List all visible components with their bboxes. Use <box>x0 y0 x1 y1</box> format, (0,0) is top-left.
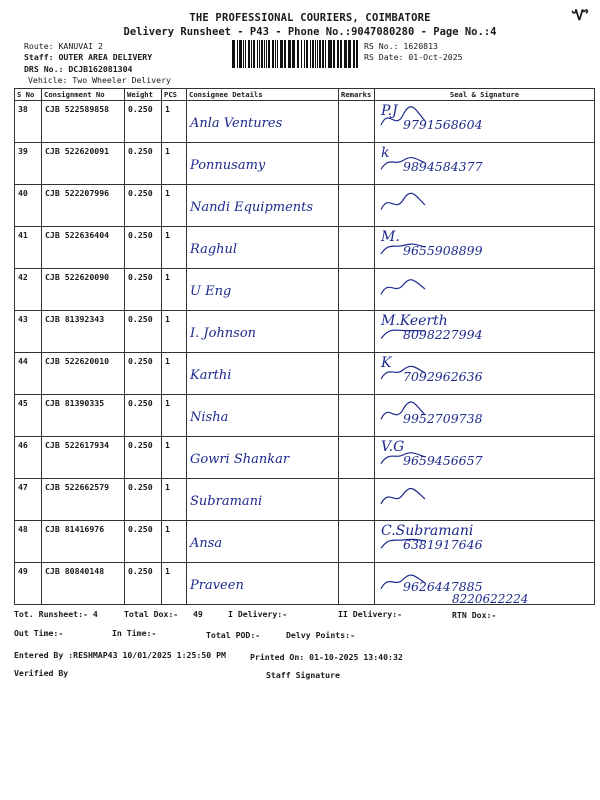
row-pcs: 1 <box>162 437 187 479</box>
row-remarks <box>339 185 375 227</box>
header-consignment: Consignment No <box>42 89 125 101</box>
consignee-handwriting: Nandi Equipments <box>190 200 314 215</box>
barcode-bar <box>284 40 286 68</box>
barcode-bar <box>338 40 339 68</box>
signature-phone: 8098227994 <box>403 327 483 342</box>
row-consignment-no: CJB 80840148 <box>42 563 125 605</box>
table-row <box>15 227 595 269</box>
signature-stroke <box>375 563 435 603</box>
signature-stroke <box>375 227 435 267</box>
ii-delivery: II Delivery:- <box>338 609 403 619</box>
barcode-bar <box>292 40 295 68</box>
row-pcs: 1 <box>162 311 187 353</box>
row-consignee <box>187 311 339 353</box>
table-row <box>15 185 595 227</box>
signature-stroke <box>375 479 435 519</box>
row-pcs: 1 <box>162 185 187 227</box>
barcode-bar <box>340 40 342 68</box>
consignee-handwriting: Raghul <box>190 242 238 257</box>
barcode-bar <box>310 40 311 68</box>
row-signature <box>375 269 595 311</box>
header-signature: Seal & Signature <box>375 89 595 101</box>
row-sno: 44 <box>15 353 42 395</box>
consignee-handwriting: Anla Ventures <box>190 116 283 131</box>
table-row <box>15 353 595 395</box>
row-remarks <box>339 353 375 395</box>
barcode-bar <box>251 40 252 68</box>
barcode-bar <box>301 40 303 68</box>
row-sno: 41 <box>15 227 42 269</box>
out-time: Out Time:- <box>14 628 64 638</box>
row-consignment-no: CJB 522620091 <box>42 143 125 185</box>
row-weight: 0.250 <box>125 311 162 353</box>
rs-date: RS Date: 01-Oct-2025 <box>364 52 463 62</box>
row-signature <box>375 353 595 395</box>
staff-signature: Staff Signature <box>266 670 340 680</box>
row-remarks <box>339 101 375 143</box>
barcode-bar <box>315 40 316 68</box>
signature-phone: 9626447885 <box>403 579 483 594</box>
header-pcs: PCS <box>162 89 187 101</box>
row-sno: 49 <box>15 563 42 605</box>
row-consignee <box>187 101 339 143</box>
signature-stroke <box>375 437 435 477</box>
row-signature <box>375 143 595 185</box>
entered-by: Entered By :RESHMAP43 10/01/2025 1:25:50 PM <box>14 650 226 660</box>
signature-phone: 7092962636 <box>403 369 483 384</box>
signature-scribble: k <box>381 145 390 161</box>
row-consignee <box>187 437 339 479</box>
row-signature <box>375 479 595 521</box>
row-consignee <box>187 353 339 395</box>
row-sno: 40 <box>15 185 42 227</box>
signature-phone: 6381917646 <box>403 537 483 552</box>
table-row <box>15 395 595 437</box>
signature-phone: 9791568604 <box>403 117 483 132</box>
row-remarks <box>339 311 375 353</box>
table-row <box>15 101 595 143</box>
signature-stroke <box>375 521 435 561</box>
row-signature <box>375 227 595 269</box>
printed-on: Printed On: 01-10-2025 13:40:32 <box>250 652 403 662</box>
row-remarks <box>339 395 375 437</box>
row-consignment-no: CJB 81390335 <box>42 395 125 437</box>
row-consignee <box>187 143 339 185</box>
consignee-handwriting: Karthi <box>190 368 232 383</box>
signature-scribble: K <box>381 355 392 371</box>
row-remarks <box>339 479 375 521</box>
runsheet-subtitle: Delivery Runsheet - P43 - Phone No.:9047080280 - Page No.:4 <box>123 26 497 38</box>
barcode-bar <box>354 40 355 68</box>
rs-number: RS No.: 1620813 <box>364 41 438 51</box>
signature-phone: 9952709738 <box>403 411 483 426</box>
consignee-handwriting: Subramani <box>190 494 263 509</box>
consignee-handwriting: Ansa <box>190 536 223 551</box>
delivery-points: Delvy Points:- <box>286 630 356 640</box>
row-remarks <box>339 227 375 269</box>
row-signature <box>375 395 595 437</box>
row-consignment-no: CJB 522617934 <box>42 437 125 479</box>
header-consignee: Consignee Details <box>187 89 339 101</box>
barcode-bar <box>322 40 324 68</box>
i-delivery: I Delivery:- <box>228 609 288 619</box>
row-weight: 0.250 <box>125 185 162 227</box>
signature-stroke <box>375 353 435 393</box>
row-sno: 42 <box>15 269 42 311</box>
extra-handwritten-phone: 8220622224 <box>452 592 529 606</box>
row-sno: 47 <box>15 479 42 521</box>
barcode-bar <box>290 40 291 68</box>
row-weight: 0.250 <box>125 563 162 605</box>
staff-label: Staff: OUTER AREA DELIVERY <box>24 52 153 62</box>
header-remarks: Remarks <box>339 89 375 101</box>
row-weight: 0.250 <box>125 479 162 521</box>
row-pcs: 1 <box>162 479 187 521</box>
row-pcs: 1 <box>162 269 187 311</box>
row-signature <box>375 311 595 353</box>
signature-stroke <box>375 269 435 309</box>
row-consignee <box>187 185 339 227</box>
barcode-bar <box>298 40 299 68</box>
consignee-handwriting: Ponnusamy <box>190 158 266 173</box>
header-weight: Weight <box>125 89 162 101</box>
row-consignment-no: CJB 522662579 <box>42 479 125 521</box>
row-pcs: 1 <box>162 101 187 143</box>
signature-scribble: V.G <box>381 439 405 455</box>
row-sno: 48 <box>15 521 42 563</box>
total-pod: Total POD:- <box>206 630 261 640</box>
row-remarks <box>339 269 375 311</box>
route-label: Route: KANUVAI 2 <box>24 41 103 51</box>
table-row <box>15 269 595 311</box>
row-remarks <box>339 563 375 605</box>
vehicle-label: Vehicle: Two Wheeler Delivery <box>28 75 171 85</box>
row-sno: 38 <box>15 101 42 143</box>
signature-scribble: P.J <box>381 103 398 119</box>
row-signature <box>375 101 595 143</box>
row-signature <box>375 521 595 563</box>
row-consignment-no: CJB 522620010 <box>42 353 125 395</box>
row-weight: 0.250 <box>125 143 162 185</box>
row-consignment-no: CJB 522620090 <box>42 269 125 311</box>
total-dox-label: Total Dox:- <box>124 609 179 619</box>
signature-phone: 9894584377 <box>403 159 483 174</box>
signature-stroke <box>375 395 435 435</box>
barcode-bar <box>282 40 283 68</box>
rtn-dox: RTN Dox:- <box>452 610 497 620</box>
row-weight: 0.250 <box>125 101 162 143</box>
row-remarks <box>339 521 375 563</box>
row-consignment-no: CJB 81392343 <box>42 311 125 353</box>
row-pcs: 1 <box>162 521 187 563</box>
barcode-bar <box>266 40 267 68</box>
barcode-bar <box>243 40 244 68</box>
row-consignment-no: CJB 522636404 <box>42 227 125 269</box>
barcode-bar <box>268 40 270 68</box>
barcode-bar <box>348 40 351 68</box>
row-consignee <box>187 269 339 311</box>
row-consignee <box>187 227 339 269</box>
signature-phone: 9655908899 <box>403 243 483 258</box>
row-pcs: 1 <box>162 143 187 185</box>
row-sno: 46 <box>15 437 42 479</box>
row-weight: 0.250 <box>125 437 162 479</box>
table-row <box>15 311 595 353</box>
barcode-bar <box>259 40 260 68</box>
barcode-bar <box>277 40 278 68</box>
row-sno: 43 <box>15 311 42 353</box>
consignee-handwriting: Praveen <box>190 578 244 593</box>
barcode-bar <box>239 40 242 68</box>
table-row <box>15 143 595 185</box>
signature-phone: 9659456657 <box>403 453 483 468</box>
in-time: In Time:- <box>112 628 157 638</box>
row-pcs: 1 <box>162 395 187 437</box>
row-signature <box>375 437 595 479</box>
table-row <box>15 479 595 521</box>
row-weight: 0.250 <box>125 353 162 395</box>
barcode-bar <box>261 40 263 68</box>
total-runsheet: Tot. Runsheet:- 4 <box>14 609 98 619</box>
barcode-bar <box>329 40 332 68</box>
row-weight: 0.250 <box>125 521 162 563</box>
row-remarks <box>339 437 375 479</box>
verified-by: Verified By <box>14 668 69 678</box>
consignee-handwriting: Nisha <box>190 410 229 425</box>
total-dox-value: 49 <box>193 609 203 619</box>
consignee-handwriting: Gowri Shankar <box>190 452 290 467</box>
row-consignment-no: CJB 522589858 <box>42 101 125 143</box>
row-consignee <box>187 395 339 437</box>
signature-stroke <box>375 311 435 351</box>
barcode-bar <box>245 40 247 68</box>
barcode-bar <box>272 40 275 68</box>
header-sno: S No <box>15 89 42 101</box>
row-consignment-no: CJB 522207996 <box>42 185 125 227</box>
row-remarks <box>339 143 375 185</box>
consignee-handwriting: I. Johnson <box>190 326 257 341</box>
corner-handwritten-mark: Ꮙ <box>572 8 589 24</box>
barcode-bar <box>325 40 326 68</box>
consignee-handwriting: U Eng <box>190 284 232 299</box>
row-signature <box>375 185 595 227</box>
row-consignee <box>187 563 339 605</box>
barcode-bar <box>356 40 358 68</box>
signature-scribble: M.Keerth <box>381 313 448 329</box>
barcode-bar <box>317 40 318 68</box>
table-header-row <box>15 89 595 101</box>
signature-scribble: C.Subramani <box>381 523 474 539</box>
row-sno: 45 <box>15 395 42 437</box>
barcode-bar <box>306 40 309 68</box>
table-row <box>15 521 595 563</box>
drs-number: DRS No.: DCJB162081304 <box>24 64 133 74</box>
row-pcs: 1 <box>162 563 187 605</box>
signature-stroke <box>375 101 435 141</box>
row-weight: 0.250 <box>125 227 162 269</box>
row-consignee <box>187 479 339 521</box>
barcode-bar <box>253 40 256 68</box>
signature-scribble: M. <box>381 229 400 245</box>
row-weight: 0.250 <box>125 395 162 437</box>
table-row <box>15 437 595 479</box>
signature-stroke <box>375 185 435 225</box>
barcode <box>232 40 360 68</box>
row-sno: 39 <box>15 143 42 185</box>
barcode-bar <box>345 40 347 68</box>
delivery-table <box>14 88 595 605</box>
barcode-bar <box>275 40 276 68</box>
company-title: THE PROFESSIONAL COURIERS, COIMBATORE <box>189 12 431 24</box>
row-pcs: 1 <box>162 227 187 269</box>
signature-stroke <box>375 143 435 183</box>
row-pcs: 1 <box>162 353 187 395</box>
barcode-bar <box>237 40 238 68</box>
barcode-bar <box>234 40 235 68</box>
row-weight: 0.250 <box>125 269 162 311</box>
barcode-bar <box>333 40 335 68</box>
row-consignee <box>187 521 339 563</box>
row-consignment-no: CJB 81416976 <box>42 521 125 563</box>
